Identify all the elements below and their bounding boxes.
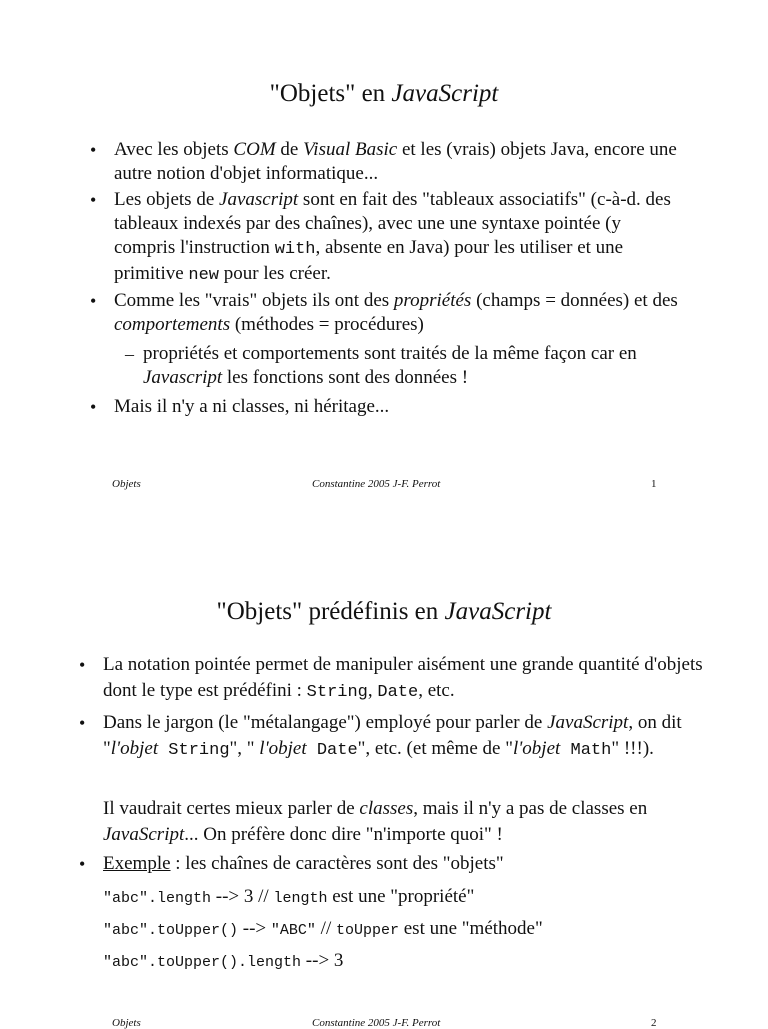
footer-center: Constantine 2005 J-F. Perrot bbox=[312, 478, 441, 490]
bullet-icon: • bbox=[90, 140, 97, 160]
page-number: 2 bbox=[651, 1017, 657, 1029]
slide-2 bbox=[0, 512, 768, 1029]
bullet-item: • Mais il n'y a ni classes, ni héritage... bbox=[90, 396, 390, 417]
bullet-icon: • bbox=[79, 655, 86, 675]
slide-1 bbox=[0, 0, 768, 512]
bullet-icon: • bbox=[90, 397, 97, 417]
bullet-item: • Les objets de Javascript sont en fait des "tableaux associatifs" (c-à-d. des tableaux indexés par des chaînes), avec une une syntaxe pointée (y compris l'instruction with, absente en Java) pour les utiliser et une primitive new pour les créer. bbox=[90, 189, 671, 285]
bullet-item: • Dans le jargon (le "métalangage") employé pour parler de JavaScript, on dit "l'objet String", " l'objet Date", etc. (et même de "l'objet Math" !!!). bbox=[79, 712, 682, 760]
paragraph: Il vaudrait certes mieux parler de classes, mais il n'y a pas de classes en JavaScript... On préfère donc dire "n'importe quoi" ! bbox=[103, 798, 648, 845]
footer-center: Constantine 2005 J-F. Perrot bbox=[312, 1017, 441, 1029]
dash-icon: – bbox=[125, 344, 134, 364]
bullet-item: • Avec les objets COM de Visual Basic et les (vrais) objets Java, encore une autre notion d'objet informatique... bbox=[90, 139, 677, 184]
code-example: "abc".toUpper() --> "ABC" // toUpper est une "méthode" bbox=[103, 918, 543, 939]
bullet-item: • Exemple : les chaînes de caractères sont des "objets" bbox=[103, 851, 713, 877]
footer-left: Objets bbox=[112, 478, 141, 490]
sub-bullet-item: – propriétés et comportements sont traités de la même façon car en Javascript les fonctions sont des données ! bbox=[125, 343, 637, 388]
bullet-icon: • bbox=[79, 713, 86, 733]
bullet-item: • La notation pointée permet de manipuler aisément une grande quantité d'objets dont le type est prédéfini : String, Date, etc. bbox=[79, 654, 703, 702]
page-number: 1 bbox=[651, 478, 657, 490]
bullet-icon: • bbox=[90, 291, 97, 311]
code-example: "abc".length --> 3 // length est une "propriété" bbox=[103, 886, 475, 907]
slide-title: "Objets" prédéfinis en JavaScript bbox=[216, 598, 552, 625]
code-example: "abc".toUpper().length --> 3 bbox=[103, 950, 344, 971]
footer-left: Objets bbox=[112, 1017, 141, 1029]
bullet-icon: • bbox=[79, 854, 86, 874]
bullet-item: • Comme les "vrais" objets ils ont des propriétés (champs = données) et des comportements (méthodes = procédures) bbox=[90, 290, 678, 335]
bullet-icon: • bbox=[90, 190, 97, 210]
slide-title: "Objets" en JavaScript bbox=[269, 80, 499, 107]
